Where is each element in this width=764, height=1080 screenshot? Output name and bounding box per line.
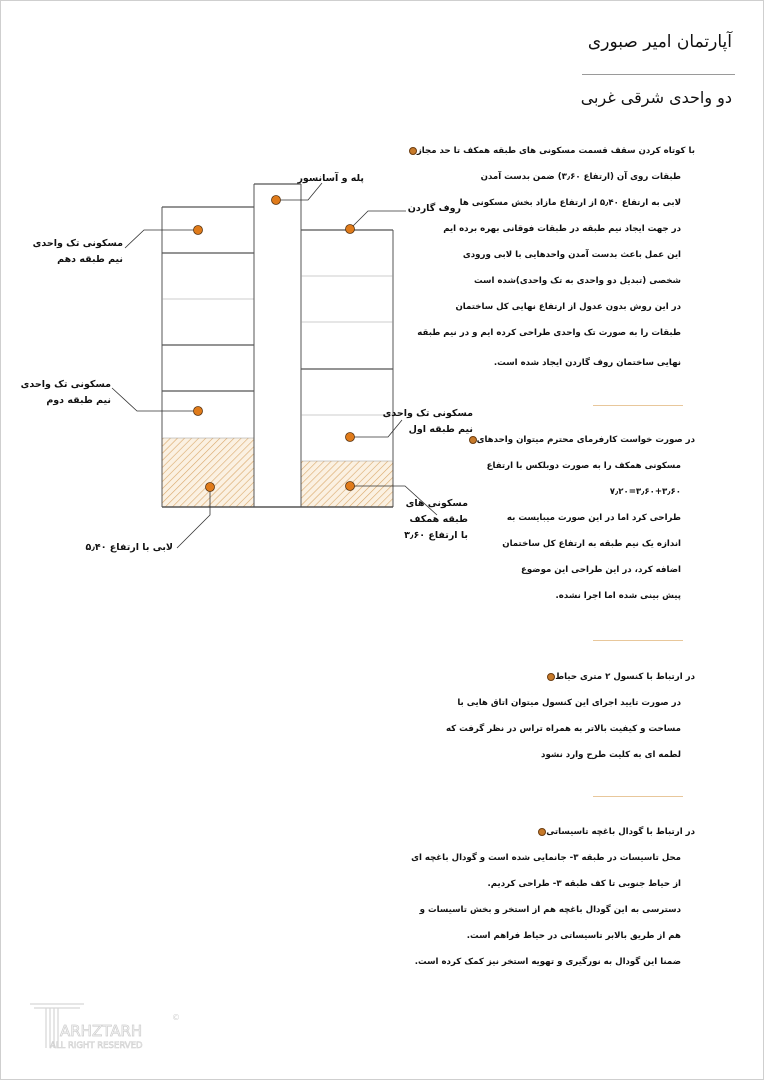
note-block-3 (445, 670, 695, 770)
bullet-icon (409, 147, 417, 155)
stair-core (254, 184, 301, 507)
note-line: ۳٫۶۰+۳٫۶۰=۷٫۲۰ (609, 487, 681, 497)
bullet-icon (547, 673, 555, 681)
note-line: با کوتاه کردن سقف قسمت مسکونی های طبقه همکف تا حد مجاز (405, 146, 695, 156)
label-line: مسکونی تک واحدی (382, 408, 473, 419)
note-line: اندازه یک نیم طبقه به ارتفاع کل ساختمان (502, 539, 681, 549)
note-line: طبقات را به صورت تک واحدی طراحی کرده ایم و در نیم طبقه (417, 328, 681, 338)
note-line: اضافه کرد، در این طراحی این موضوع (521, 565, 681, 575)
note-line: هم از طریق بالابر تاسیساتی در حیاط فراهم است. (466, 931, 681, 941)
label-line: طبقه همکف (409, 514, 468, 525)
marker-unit-2 (194, 407, 203, 416)
note-line: در جهت ایجاد نیم طبقه در طبقات فوقانی بهره برده ایم (443, 224, 681, 234)
note-line: شخصی (تبدیل دو واحدی به تک واحدی)شده است (473, 276, 681, 286)
label-line: نیم طبقه دهم (57, 254, 123, 265)
label-line: با ارتفاع ۳٫۶۰ (404, 530, 468, 541)
note-line: طبقات روی آن (ارتفاع ۳٫۶۰) ضمن بدست آمدن (480, 172, 681, 182)
note-line: در این روش بدون عدول از ارتفاع نهایی کل ساختمان (455, 302, 681, 312)
note-line: در صورت خواست کارفرمای محترم میتوان واحدهای (465, 435, 695, 445)
label-line: مسکونی تک واحدی (32, 238, 123, 249)
marker-stair (272, 196, 281, 205)
label-line: مسکونی تک واحدی (20, 379, 111, 390)
label-stair-elevator: پله و آسانسور (297, 173, 364, 184)
label-unit-2 (21, 377, 111, 409)
label-line: مسکونی های (405, 498, 468, 509)
note-line: این عمل باعث بدست آمدن واحدهایی با لابی ورودی (462, 250, 681, 260)
label-unit-1 (383, 406, 473, 438)
note-line: لطمه ای به کلیت طرح وارد نشود (541, 750, 681, 760)
section-divider (593, 405, 683, 406)
note-block-1 (416, 140, 695, 380)
label-unit-10 (33, 236, 123, 268)
logo-tagline: ALL RIGHT RESERVED (50, 1041, 143, 1051)
note-line: در صورت تایید اجرای این کنسول میتوان اتاق هایی با (457, 698, 681, 708)
marker-ground (346, 482, 355, 491)
note-line: مسکونی همکف را به صورت دوبلکس با ارتفاع (486, 461, 681, 471)
note-block-2 (470, 430, 695, 610)
section-divider (593, 640, 683, 641)
marker-lobby (206, 483, 215, 492)
note-line: در ارتباط با گودال باغچه تاسیساتی (534, 827, 695, 837)
bullet-icon (469, 436, 477, 444)
page-title: آپارتمان امیر صبوری (587, 32, 732, 52)
note-line: ضمنا این گودال به نورگیری و تهویه استخر نیز کمک کرده است. (414, 957, 681, 967)
page-subtitle: دو واحدی شرقی غربی (580, 88, 732, 107)
logo-registered-mark: © (172, 1013, 180, 1022)
note-line: از حیاط جنوبی تا کف طبقه ۳- طراحی کردیم. (487, 879, 681, 889)
note-block-4 (411, 825, 695, 975)
lobby-hatch (162, 438, 254, 507)
label-lobby: لابی با ارتفاع ۵٫۴۰ (85, 542, 173, 553)
logo-brand: ARHZTARH (60, 1022, 143, 1040)
note-line: دسترسی به این گودال باغچه هم از استخر و بخش تاسیسات و (419, 905, 681, 915)
section-divider (593, 796, 683, 797)
marker-unit-10 (194, 226, 203, 235)
label-ground-units (404, 496, 468, 544)
note-line: مساحت و کیفیت بالاتر به همراه تراس در نظر گرفت که (445, 724, 681, 734)
bullet-icon (538, 828, 546, 836)
note-line: لابی به ارتفاع ۵٫۴۰ از ارتفاع مازاد بخش مسکونی ها (459, 198, 681, 208)
note-line: طراحی کرد اما در این صورت میبایست به (506, 513, 681, 523)
label-roof-garden: روف گاردن (407, 203, 461, 214)
marker-roof (346, 225, 355, 234)
marker-unit-1 (346, 433, 355, 442)
note-line: محل تاسیسات در طبقه ۳- جانمایی شده است و گودال باغچه ای (411, 853, 681, 863)
note-line: در ارتباط با کنسول ۲ متری حیاط (543, 672, 695, 682)
label-line: نیم طبقه اول (408, 424, 473, 435)
note-line: نهایی ساختمان روف گاردن ایجاد شده است. (493, 358, 681, 368)
tarhztarh-logo (28, 998, 188, 1053)
label-line: نیم طبقه دوم (46, 395, 111, 406)
leader-roof (350, 211, 406, 229)
note-line: پیش بینی شده اما اجرا نشده. (555, 591, 681, 601)
